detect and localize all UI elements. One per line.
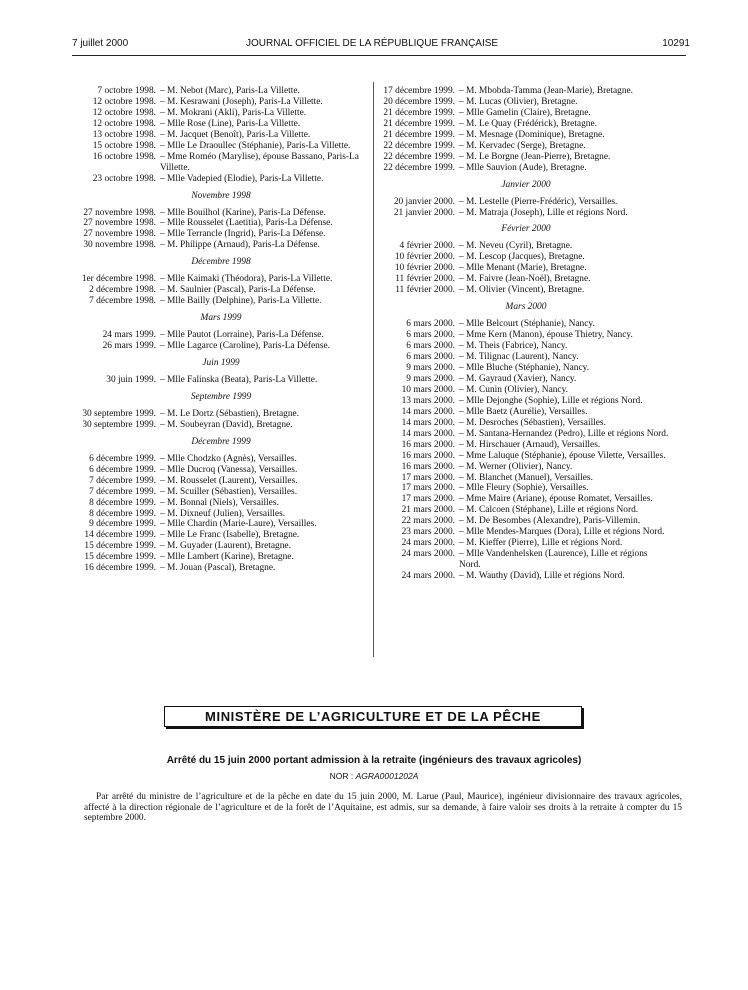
list-item	[381, 130, 671, 141]
entry-date: 30 juin 1999.	[106, 374, 156, 385]
entry-text: – M. Mbobda-Tamma (Jean-Marie), Bretagne.	[459, 86, 634, 96]
entry-date: 20 décembre 1999.	[383, 96, 455, 107]
list-item	[381, 407, 671, 418]
entry-text: – Mlle Rose (Line), Paris-La Villette.	[160, 118, 301, 129]
list-item	[75, 476, 367, 487]
entry-date: 9 mars 2000.	[406, 373, 455, 384]
entry-date: 12 octobre 1998.	[92, 96, 156, 107]
list-item	[381, 527, 671, 538]
entry-date: 26 mars 1999.	[102, 341, 156, 352]
header-rule	[72, 55, 686, 56]
month-heading: Janvier 2000	[501, 179, 551, 190]
entry-text: – M. Scuiller (Sébastien), Versailles.	[160, 486, 298, 497]
entry-date: 16 mars 2000.	[401, 461, 455, 472]
entry-text: – M. Lestelle (Pierre-Frédéric), Versailles.	[459, 196, 618, 207]
list-item	[75, 130, 367, 141]
entry-text: – M. Kieffer (Pierre), Lille et régions Nord.	[459, 538, 623, 549]
list-item	[381, 538, 671, 549]
list-item	[75, 530, 367, 541]
list-item	[381, 341, 671, 352]
entry-date: 6 décembre 1999.	[89, 453, 156, 464]
entry-text: – Mlle Ducroq (Vanessa), Versailles.	[160, 464, 298, 475]
entry-text: – M. Philippe (Arnaud), Paris-La Défense.	[160, 240, 320, 251]
entry-date: 16 octobre 1998.	[92, 151, 156, 162]
entry-text: – M. Dixneuf (Julien), Versailles.	[160, 508, 286, 519]
list-item	[75, 541, 367, 552]
list-item	[75, 152, 367, 174]
entry-date: 21 décembre 1999.	[383, 129, 455, 140]
ministry-heading: MINISTÈRE DE L’AGRICULTURE ET DE LA PÊCHE	[205, 709, 541, 724]
entry-date: 22 mars 2000.	[401, 516, 455, 527]
entry-date: 9 décembre 1999.	[89, 519, 156, 530]
list-item	[381, 352, 671, 363]
list-item	[381, 86, 671, 97]
list-item	[381, 152, 671, 163]
entry-text: – M. Gayraud (Xavier), Nancy.	[459, 373, 577, 384]
list-item	[381, 274, 671, 285]
entry-text: – M. Werner (Olivier), Nancy.	[459, 461, 573, 472]
entry-text: – Mlle Menant (Marie), Bretagne.	[459, 263, 587, 274]
list-item	[381, 549, 671, 571]
list-item	[75, 552, 367, 563]
entry-date: 12 octobre 1998.	[92, 107, 156, 118]
entry-date: 16 décembre 1999.	[84, 563, 156, 574]
entry-date: 17 mars 2000.	[401, 472, 455, 483]
entry-text: – M. Hirschauer (Arnaud), Versailles.	[459, 439, 601, 450]
list-item	[381, 208, 671, 219]
list-item	[381, 418, 671, 429]
entry-text: – M. Blanchet (Manuel), Versailles.	[459, 472, 593, 483]
entry-date: 7 octobre 1998.	[97, 86, 156, 96]
entry-date: 4 février 2000.	[399, 241, 455, 252]
entry-date: 24 mars 2000.	[401, 549, 455, 560]
list-item	[75, 229, 367, 240]
list-item	[381, 385, 671, 396]
ministry-heading-box	[164, 706, 582, 727]
nor-reference	[0, 771, 748, 781]
entry-text: – M. Le Quay (Frédérick), Bretagne.	[459, 118, 597, 129]
list-item	[75, 487, 367, 498]
entry-date: 27 novembre 1998.	[83, 218, 156, 229]
entry-text: – Mlle Belcourt (Stéphanie), Nancy.	[459, 319, 595, 330]
entry-date: 6 mars 2000.	[406, 352, 455, 363]
list-item	[381, 516, 671, 527]
entry-date: 9 mars 2000.	[406, 362, 455, 373]
entry-text: – Mlle Kaimaki (Théodora), Paris-La Villette.	[160, 274, 333, 285]
list-item	[75, 218, 367, 229]
entry-date: 21 décembre 1999.	[383, 118, 455, 129]
list-item	[75, 498, 367, 509]
list-item	[381, 263, 671, 274]
entry-text: – M. Olivier (Vincent), Bretagne.	[459, 285, 585, 296]
entry-text: – M. Kervadec (Serge), Bretagne.	[459, 140, 586, 151]
list-item	[75, 375, 367, 386]
entry-text: – Mlle Vandenhelsken (Laurence), Lille et régions Nord.	[459, 549, 648, 571]
entry-text: – M. Jacquet (Benoît), Paris-La Villette.	[160, 129, 311, 140]
entry-date: 15 décembre 1999.	[84, 541, 156, 552]
entry-date: 14 mars 2000.	[401, 417, 455, 428]
list-item	[381, 505, 671, 516]
entry-text: – Mme Maire (Ariane), épouse Romatet, Versailles.	[459, 494, 653, 505]
entry-date: 17 mars 2000.	[401, 483, 455, 494]
entry-text: – Mlle Rousselet (Laetitia), Paris-La Défense.	[160, 218, 333, 229]
list-item	[381, 241, 671, 252]
entry-date: 8 décembre 1999.	[89, 508, 156, 519]
entry-text: – M. Neveu (Cyril), Bretagne.	[459, 241, 573, 252]
entry-text: – Mlle Mendes-Marques (Dora), Lille et régions Nord.	[459, 527, 665, 538]
entry-date: 12 octobre 1998.	[92, 118, 156, 129]
entry-text: – M. Nebot (Marc), Paris-La Villette.	[160, 86, 300, 96]
list-item	[381, 483, 671, 494]
entry-date: 22 décembre 1999.	[383, 162, 455, 173]
header-date: 7 juillet 2000	[72, 38, 129, 49]
list-item	[75, 240, 367, 251]
entry-text: – M. Le Borgne (Jean-Pierre), Bretagne.	[459, 151, 611, 162]
entry-date: 24 mars 2000.	[401, 538, 455, 549]
list-item	[381, 108, 671, 119]
list-item	[381, 197, 671, 208]
month-heading: Décembre 1999	[191, 436, 251, 447]
entry-text: – Mlle Bouilhol (Karine), Paris-La Défense.	[160, 207, 326, 218]
list-item	[75, 296, 367, 307]
entry-text: – Mlle Lambert (Karine), Bretagne.	[160, 552, 294, 563]
list-item	[75, 465, 367, 476]
right-column	[381, 86, 671, 582]
entry-date: 10 février 2000.	[394, 252, 455, 263]
entry-date: 22 décembre 1999.	[383, 151, 455, 162]
month-heading: Mars 2000	[505, 302, 547, 313]
entry-date: 30 novembre 1998.	[83, 240, 156, 251]
entry-text: – M. Saulnier (Pascal), Paris-La Défense.	[160, 285, 316, 296]
list-item	[381, 141, 671, 152]
entry-text: – M. Faivre (Jean-Noël), Bretagne.	[459, 274, 591, 285]
entry-text: – Mlle Chardin (Marie-Laure), Versailles.	[160, 519, 317, 530]
entry-date: 15 décembre 1999.	[84, 552, 156, 563]
entry-date: 2 décembre 1998.	[89, 285, 156, 296]
header-journal-title: JOURNAL OFFICIEL DE LA RÉPUBLIQUE FRANÇAISE	[246, 38, 499, 49]
entry-text: – M. Rousselet (Laurent), Versailles.	[160, 475, 298, 486]
list-item	[381, 494, 671, 505]
entry-text: – M. Jouan (Pascal), Bretagne.	[160, 563, 276, 574]
entry-text: – M. Lescop (Jacques), Bretagne.	[459, 252, 585, 263]
list-item	[75, 141, 367, 152]
arrete-title: Arrêté du 15 juin 2000 portant admission à la retraite (ingénieurs des travaux agricoles)	[166, 755, 582, 766]
entry-text: – M. Le Dortz (Sébastien), Bretagne.	[160, 408, 300, 419]
list-item	[75, 174, 367, 185]
entry-text: – M. Kesrawani (Joseph), Paris-La Villette.	[160, 96, 323, 107]
list-item	[75, 330, 367, 341]
entry-text: – M. Mesnage (Dominique), Bretagne.	[459, 129, 605, 140]
list-item	[381, 429, 671, 440]
entry-text: – M. Santana-Hernandez (Pedro), Lille et régions Nord.	[459, 428, 669, 439]
entry-text: – Mlle Dejonghe (Sophie), Lille et régions Nord.	[459, 395, 643, 406]
nor-code: AGRA0001202A	[355, 771, 419, 781]
entry-text: – M. Theis (Fabrice), Nancy.	[459, 341, 568, 352]
entry-date: 14 mars 2000.	[401, 428, 455, 439]
list-item	[75, 519, 367, 530]
entry-text: – M. Guyader (Laurent), Bretagne.	[160, 541, 291, 552]
list-item	[381, 396, 671, 407]
column-separator	[373, 82, 374, 657]
entry-date: 6 mars 2000.	[406, 319, 455, 330]
entry-text: – M. Lucas (Olivier), Bretagne.	[459, 96, 578, 107]
list-item	[381, 374, 671, 385]
entry-text: – Mlle Bluche (Stéphanie), Nancy.	[459, 362, 590, 373]
entry-date: 14 mars 2000.	[401, 406, 455, 417]
list-item	[381, 440, 671, 451]
entry-text: – Mlle Le Draoullec (Stéphanie), Paris-La Villette.	[160, 140, 351, 151]
list-item	[75, 108, 367, 119]
entry-text: – Mlle Pautot (Lorraine), Paris-La Défense.	[160, 330, 324, 341]
entry-date: 27 novembre 1998.	[83, 207, 156, 218]
list-item	[75, 509, 367, 520]
entry-text: – M. Matraja (Joseph), Lille et régions Nord.	[459, 207, 628, 218]
entry-date: 27 novembre 1998.	[83, 229, 156, 240]
entry-date: 13 octobre 1998.	[92, 129, 156, 140]
left-column	[75, 86, 367, 574]
entry-date: 7 décembre 1999.	[89, 486, 156, 497]
entry-text: – M. Tilignac (Laurent), Nancy.	[459, 352, 579, 363]
entry-date: 21 mars 2000.	[401, 505, 455, 516]
entry-date: 16 mars 2000.	[401, 439, 455, 450]
entry-text: – M. Cunin (Olivier), Nancy.	[459, 384, 569, 395]
list-item	[381, 363, 671, 374]
entry-date: 24 mars 1999.	[102, 330, 156, 341]
entry-date: 30 septembre 1999.	[82, 419, 156, 430]
entry-text: – M. Bonnal (Niels), Versailles.	[160, 497, 279, 508]
month-heading: Septembre 1999	[190, 391, 252, 402]
entry-date: 20 janvier 2000.	[393, 196, 455, 207]
entry-date: 1er décembre 1998.	[81, 274, 156, 285]
entry-text: – Mlle Falinska (Beata), Paris-La Villette.	[160, 374, 318, 385]
entry-date: 6 mars 2000.	[406, 341, 455, 352]
entry-date: 6 décembre 1999.	[89, 464, 156, 475]
month-heading: Mars 1999	[200, 313, 242, 324]
month-heading: Février 2000	[501, 224, 551, 235]
entry-date: 6 mars 2000.	[406, 330, 455, 341]
list-item	[75, 285, 367, 296]
entry-text: – M. Desroches (Sébastien), Versailles.	[459, 417, 606, 428]
entry-date: 16 mars 2000.	[401, 450, 455, 461]
entry-date: 10 février 2000.	[394, 263, 455, 274]
entry-text: – M. Calcoen (Stéphane), Lille et régions Nord.	[459, 505, 639, 516]
page-header	[0, 38, 748, 52]
entry-text: – Mlle Terrancle (Ingrid), Paris-La Défense.	[160, 229, 326, 240]
list-item	[381, 319, 671, 330]
list-item	[75, 119, 367, 130]
entry-date: 7 décembre 1998.	[89, 296, 156, 307]
entry-date: 8 décembre 1999.	[89, 497, 156, 508]
entry-text: – Mlle Lagarce (Caroline), Paris-La Défense.	[160, 341, 330, 352]
entry-date: 7 décembre 1999.	[89, 475, 156, 486]
nor-label: NOR :	[329, 771, 354, 781]
list-item	[75, 341, 367, 352]
entry-date: 30 septembre 1999.	[82, 408, 156, 419]
list-item	[75, 208, 367, 219]
list-item	[75, 420, 367, 431]
entry-text: – M. De Besombes (Alexandre), Paris-Villemin.	[459, 516, 641, 527]
entry-date: 23 octobre 1998.	[92, 173, 156, 184]
entry-text: – Mlle Vadepied (Elodie), Paris-La Villette.	[160, 173, 324, 184]
list-item	[381, 119, 671, 130]
entry-date: 22 décembre 1999.	[383, 140, 455, 151]
entry-date: 11 février 2000.	[395, 274, 455, 285]
entry-date: 13 mars 2000.	[401, 395, 455, 406]
list-item	[381, 473, 671, 484]
month-heading: Novembre 1998	[191, 190, 251, 201]
entry-text: – Mlle Baetz (Aurélie), Versailles.	[459, 406, 588, 417]
entry-date: 24 mars 2000.	[401, 571, 455, 582]
entry-text: – Mlle Sauvion (Aude), Bretagne.	[459, 162, 587, 173]
list-item	[75, 454, 367, 465]
entry-date: 10 mars 2000.	[401, 384, 455, 395]
entry-text: – Mlle Fleury (Sophie), Versailles.	[459, 483, 589, 494]
entry-text: – Mlle Chodzko (Agnès), Versailles.	[160, 453, 297, 464]
entry-date: 21 décembre 1999.	[383, 107, 455, 118]
list-item	[75, 274, 367, 285]
entry-text: – Mme Laluque (Stéphanie), épouse Vilette, Versailles.	[459, 450, 666, 461]
list-item	[381, 163, 671, 174]
list-item	[75, 97, 367, 108]
list-item	[381, 571, 671, 582]
list-item	[381, 462, 671, 473]
entry-text: – Mme Kern (Manon), épouse Thietry, Nancy.	[459, 330, 633, 341]
arrete-paragraph: Par arrêté du ministre de l’agriculture et de la pêche en date du 15 juin 2000, M. Larue (Paul, Maurice), ingénieur divisionnaire des travaux agricoles, affecté à la direction régionale de l’agriculture et de la forêt de l’Aquitaine, est admis, sur sa demande, à faire valoir ses droits à la retraite à compter du 15 septembre 2000.	[84, 792, 682, 824]
list-item	[381, 451, 671, 462]
header-page-number: 10291	[662, 38, 690, 49]
list-item	[381, 97, 671, 108]
entry-date: 15 octobre 1998.	[92, 140, 156, 151]
entry-text: – Mme Roméo (Marylise), épouse Bassano, Paris-La Villette.	[160, 151, 359, 173]
list-item	[75, 409, 367, 420]
entry-date: 21 janvier 2000.	[393, 207, 455, 218]
entry-text: – Mlle Bailly (Delphine), Paris-La Villette.	[160, 296, 322, 307]
entry-date: 17 décembre 1999.	[383, 86, 455, 96]
entry-date: 14 décembre 1999.	[84, 530, 156, 541]
entry-text: – M. Soubeyran (David), Bretagne.	[160, 419, 293, 430]
entry-text: – M. Wauthy (David), Lille et régions Nord.	[459, 571, 625, 582]
month-heading: Juin 1999	[202, 358, 240, 369]
entry-date: 23 mars 2000.	[401, 527, 455, 538]
list-item	[381, 252, 671, 263]
entry-text: – M. Mokrani (Akli), Paris-La Villette.	[160, 107, 307, 118]
list-item	[381, 330, 671, 341]
list-item	[381, 285, 671, 296]
entry-text: – Mlle Gamelin (Claire), Bretagne.	[459, 107, 591, 118]
list-item	[75, 86, 367, 97]
list-item	[75, 563, 367, 574]
entry-date: 17 mars 2000.	[401, 494, 455, 505]
entry-text: – Mlle Le Franc (Isabelle), Bretagne.	[160, 530, 300, 541]
entry-date: 11 février 2000.	[395, 285, 455, 296]
month-heading: Décembre 1998	[191, 257, 251, 268]
